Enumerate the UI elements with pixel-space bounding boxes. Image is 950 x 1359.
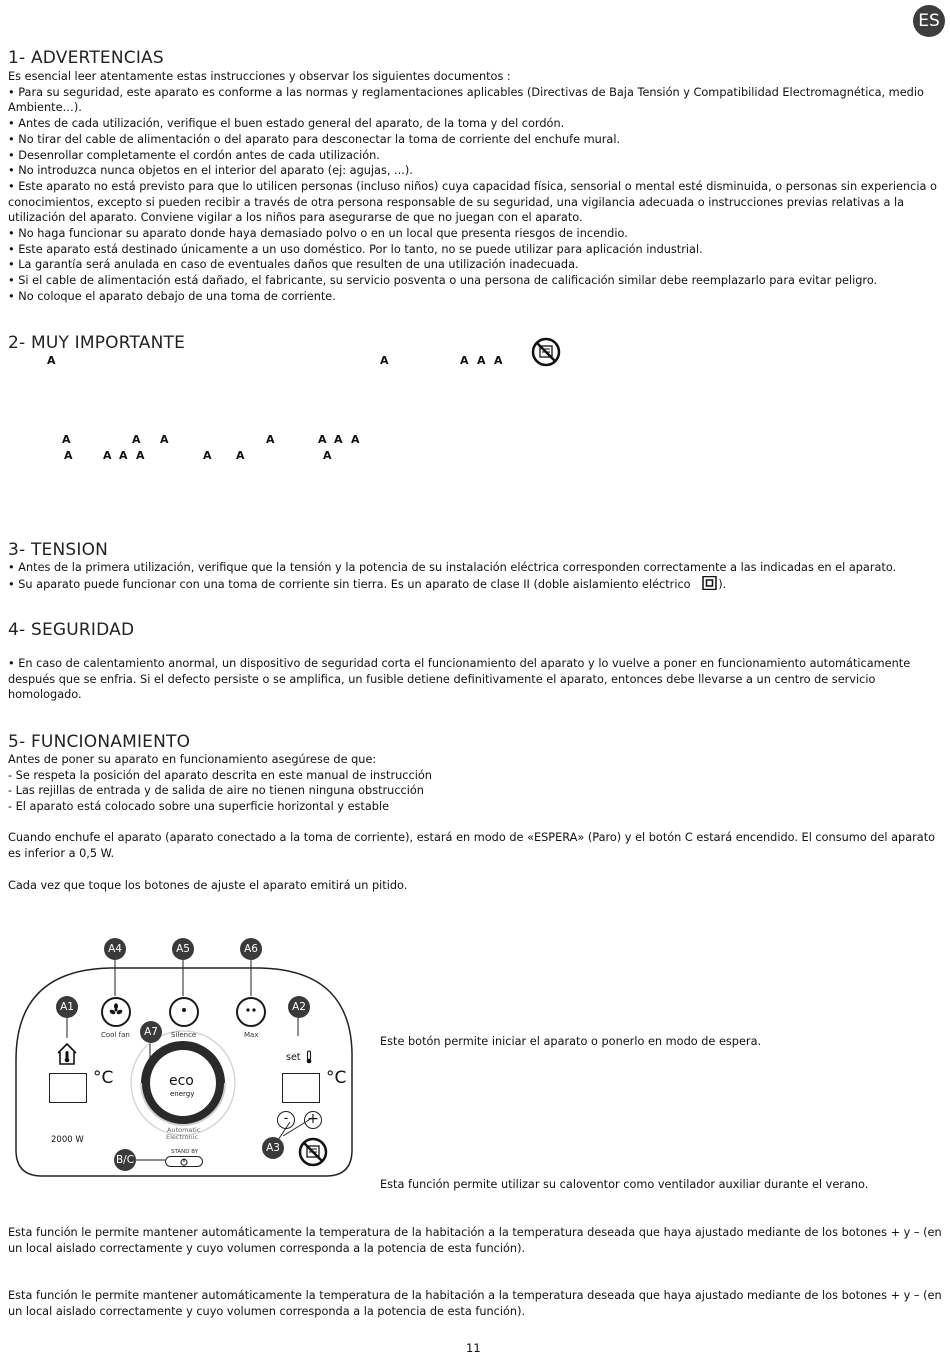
control-panel-diagram — [0, 930, 370, 1180]
language-badge: ES — [913, 5, 945, 37]
section-seguridad-body: • En caso de calentamiento anormal, un dispositivo de seguridad corta el funcionamiento del aparato y lo vuelve a poner en funcionamiento automáticamente después que se enfria. Si el defecto persiste o se amplifica, un fusible detiene definitivamente el aparato, entonces debe llevarse a un centro de servicio homologado. — [8, 657, 911, 702]
label-a3: A3 — [262, 1137, 284, 1159]
label-a: A — [318, 433, 327, 446]
label-a: A — [119, 449, 128, 462]
warning-line: • Para su seguridad, este aparato es conforme a las normas y reglamentaciones aplicables (Directivas de Baja Tensión y Compatibilidad Electromagnética, medio Ambiente…). — [8, 85, 924, 115]
label-a: A — [47, 354, 56, 367]
power-rating: 2000 W — [51, 1135, 84, 1145]
section-funcionamiento-body — [8, 752, 944, 815]
label-a: A — [132, 433, 141, 446]
caption-standby: Este botón permite iniciar el aparato o ponerlo en modo de espera. — [380, 1035, 762, 1048]
warning-line: Es esencial leer atentamente estas instrucciones y observar los siguientes documentos : — [8, 70, 511, 83]
minus-button[interactable]: - — [277, 1111, 295, 1129]
label-a: A — [380, 354, 389, 367]
label-a6: A6 — [240, 938, 262, 960]
no-cover-icon — [531, 337, 561, 367]
standby-icon — [180, 1158, 188, 1166]
max-dots-icon — [245, 1006, 257, 1014]
standby-label: STAND BY — [171, 1149, 199, 1155]
house-thermometer-icon — [56, 1042, 78, 1066]
automatic-label: Automatic — [167, 1126, 201, 1134]
label-a: A — [323, 449, 332, 462]
page-number: 11 — [466, 1341, 481, 1355]
label-a: A — [136, 449, 145, 462]
label-bc: B/C — [114, 1149, 136, 1171]
thermometer-icon — [305, 1050, 313, 1064]
fan-icon — [109, 1003, 123, 1017]
room-temp-display — [49, 1073, 87, 1103]
label-a: A — [351, 433, 360, 446]
function-paragraph-2: Esta función le permite mantener automáticamente la temperatura de la habitación a la temperatura deseada que haya ajustado mediante de los botones + y – (en un local aislado correctamente y cuyo volumen corresponda a la potencia de esta función). — [8, 1289, 942, 1318]
section-title-muy-importante: 2- MUY IMPORTANTE — [8, 333, 186, 353]
label-a: A — [477, 354, 486, 367]
silence-label: Silence — [171, 1031, 197, 1039]
label-a: A — [460, 354, 469, 367]
set-label: set — [286, 1052, 301, 1063]
funcionamiento-line: Antes de poner su aparato en funcionamiento asegúrese de que: — [8, 753, 377, 766]
label-a5: A5 — [172, 938, 194, 960]
function-paragraph-1: Esta función le permite mantener automáticamente la temperatura de la habitación a la temperatura deseada que haya ajustado mediante de los botones + y – (en un local aislado correctamente y cuyo volumen corresponda a la potencia de esta función). — [8, 1226, 942, 1255]
plus-button[interactable]: + — [304, 1111, 322, 1129]
room-temp-unit: °C — [93, 1068, 114, 1088]
label-a2: A2 — [288, 996, 310, 1018]
warning-line: • Antes de cada utilización, verifique el buen estado general del aparato, de la toma y del cordón. — [8, 117, 565, 131]
silence-dot-icon — [180, 1006, 188, 1014]
cool-fan-label: Cool fan — [101, 1031, 130, 1039]
label-a: A — [236, 449, 245, 462]
energy-label: energy — [170, 1090, 195, 1098]
set-temp-unit: °C — [326, 1068, 347, 1088]
tension-line-text: • Su aparato puede funcionar con una toma de corriente sin tierra. Es un aparato de clase II (doble aislamiento eléctrico — [8, 577, 691, 591]
label-a1: A1 — [56, 996, 78, 1018]
warning-line: • No introduzca nunca objetos en el interior del aparato (ej: agujas, ...). — [8, 164, 413, 178]
label-a: A — [494, 354, 503, 367]
label-a: A — [266, 433, 275, 446]
warning-line: • La garantía será anulada en caso de eventuales daños que resulten de una utilización inadecuada. — [8, 258, 579, 272]
max-label: Max — [244, 1031, 259, 1039]
funcionamiento-line: - El aparato está colocado sobre una superficie horizontal y estable — [8, 800, 390, 814]
warning-line: • Este aparato no está previsto para que lo utilicen personas (incluso niños) cuya capacidad física, sensorial o mental esté disminuida, o personas sin experiencia o conocimientos, excepto si pueden recibir a través de otra persona responsable de su seguridad, una vigilancia adecuada o instrucciones previas relativas a la utilización del aparato. Conviene vigilar a los niños para asegurarse de que no juegan con el aparato. — [8, 179, 937, 225]
max-button[interactable] — [236, 997, 266, 1027]
standby-button[interactable] — [165, 1156, 203, 1167]
warning-line: • No haga funcionar su aparato donde haya demasiado polvo o en un local que presenta riesgos de incendio. — [8, 227, 628, 241]
no-cover-icon — [298, 1137, 328, 1167]
label-a: A — [62, 433, 71, 446]
funcionamiento-line: - Las rejillas de entrada y de salida de aire no tienen ninguna obstrucción — [8, 784, 424, 798]
cool-fan-button[interactable] — [101, 997, 131, 1027]
section-title-tension: 3- TENSION — [8, 540, 109, 560]
section-title-seguridad: 4- SEGURIDAD — [8, 620, 135, 640]
section-tension-body — [8, 560, 944, 592]
tension-line-end: ). — [718, 577, 727, 591]
caption-fan: Esta función permite utilizar su caloventor como ventilador auxiliar durante el verano. — [380, 1178, 869, 1191]
label-a: A — [334, 433, 343, 446]
eco-label: eco — [169, 1073, 194, 1089]
label-a: A — [160, 433, 169, 446]
section-title-funcionamiento: 5- FUNCIONAMIENTO — [8, 732, 191, 752]
tension-line-2 — [8, 576, 944, 593]
warning-line: • No coloque el aparato debajo de una toma de corriente. — [8, 289, 336, 303]
silence-button[interactable] — [169, 997, 199, 1027]
tension-line: • Antes de la primera utilización, verifique que la tensión y la potencia de su instalación eléctrica corresponden correctamente a las indicadas en el aparato. — [8, 561, 897, 574]
warning-line: • Este aparato está destinado únicamente a un uso doméstico. Por lo tanto, no se puede utilizar para aplicación industrial. — [8, 242, 703, 256]
section-title-advertencias: 1- ADVERTENCIAS — [8, 48, 164, 68]
label-a: A — [64, 449, 73, 462]
label-a: A — [203, 449, 212, 462]
label-a7: A7 — [140, 1021, 162, 1043]
warning-line: • Desenrollar completamente el cordón antes de cada utilización. — [8, 148, 380, 162]
class-ii-icon — [702, 576, 718, 590]
label-a4: A4 — [104, 938, 126, 960]
label-a: A — [103, 449, 112, 462]
warning-line: • No tirar del cable de alimentación o del aparato para desconectar la toma de corriente del enchufe mural. — [8, 132, 621, 146]
beep-paragraph: Cada vez que toque los botones de ajuste el aparato emitirá un pitido. — [8, 879, 408, 892]
funcionamiento-line: - Se respeta la posición del aparato descrita en este manual de instrucción — [8, 768, 432, 782]
electronic-label: Electronic — [166, 1133, 199, 1141]
standby-paragraph: Cuando enchufe el aparato (aparato conectado a la toma de corriente), estará en modo de «ESPERA» (Paro) y el botón C estará encendido. El consumo del aparato es inferior a 0,5 W. — [8, 831, 936, 860]
warning-line: • Si el cable de alimentación está dañado, el fabricante, su servicio posventa o una persona de calificación similar debe reemplazarlo para evitar peligro. — [8, 274, 878, 288]
set-temp-display — [282, 1073, 320, 1103]
section-advertencias-body — [8, 69, 944, 305]
